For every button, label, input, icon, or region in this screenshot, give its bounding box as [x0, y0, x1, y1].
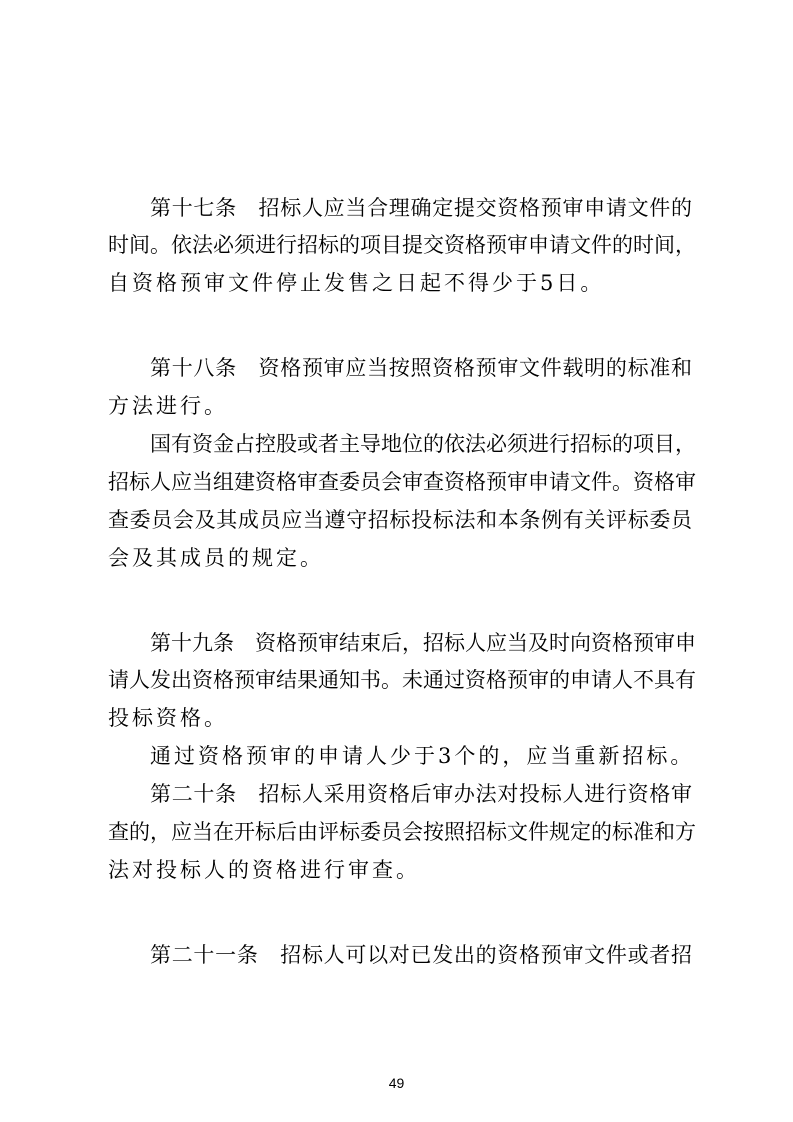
article-17-line-1: 第十七条 招标人应当合理确定提交资格预审申请文件的: [150, 196, 692, 220]
article-19-para2-line-1: 通过资格预审的申请人少于3个的，应当重新招标。: [150, 744, 695, 768]
article-18-para2-line-2: 招标人应当组建资格审查委员会审查资格预审申请文件。资格审: [108, 470, 696, 494]
article-20-line-2: 查的，应当在开标后由评标委员会按照招标文件规定的标准和方: [108, 820, 696, 844]
article-17-line-2: 时间。依法必须进行招标的项目提交资格预审申请文件的时间，: [108, 233, 696, 257]
article-20-line-3: 法对投标人的资格进行审查。: [108, 858, 420, 882]
article-19-line-3: 投标资格。: [108, 706, 228, 730]
article-18-para2-line-4: 会及其成员的规定。: [108, 546, 324, 570]
article-19-line-2: 请人发出资格预审结果通知书。未通过资格预审的申请人不具有: [108, 668, 696, 692]
article-18-line-2: 方法进行。: [108, 394, 228, 418]
article-20-line-1: 第二十条 招标人采用资格后审办法对投标人进行资格审: [150, 782, 692, 806]
article-18-para2-line-1: 国有资金占控股或者主导地位的依法必须进行招标的项目，: [150, 432, 696, 456]
page-number: 49: [388, 1075, 405, 1091]
article-18-para2-line-3: 查委员会及其成员应当遵守招标投标法和本条例有关评标委员: [108, 508, 692, 532]
article-21-line-1: 第二十一条 招标人可以对已发出的资格预审文件或者招: [150, 943, 692, 967]
article-19-line-1: 第十九条 资格预审结束后，招标人应当及时向资格预审申: [150, 631, 696, 655]
article-17-line-3: 自资格预审文件停止发售之日起不得少于5日。: [108, 271, 605, 295]
article-18-line-1: 第十八条 资格预审应当按照资格预审文件载明的标准和: [150, 356, 692, 380]
